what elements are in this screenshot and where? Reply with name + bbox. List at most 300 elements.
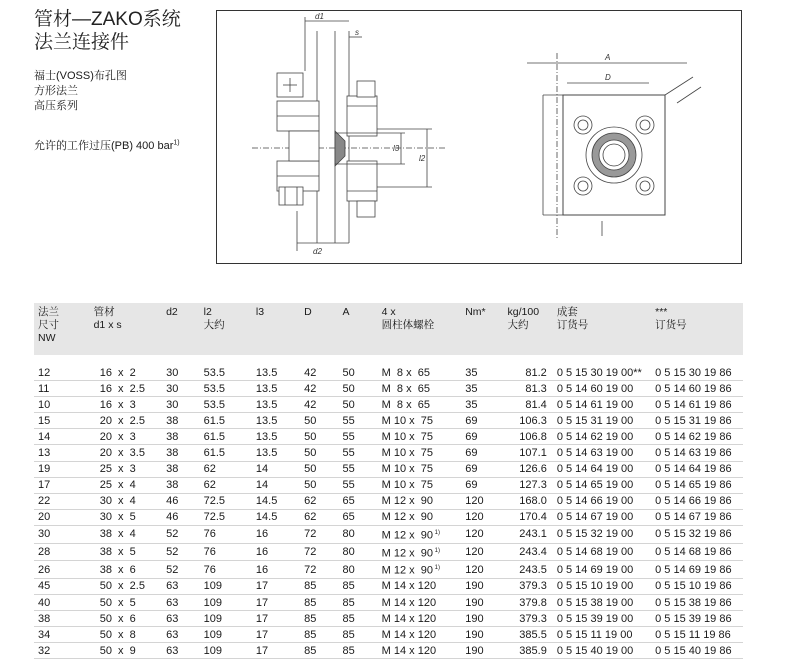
column-header xyxy=(378,303,462,355)
table-cell: 76 xyxy=(200,525,252,543)
table-cell: 69 xyxy=(461,445,503,461)
column-header-line: 成套 xyxy=(556,306,578,318)
column-header-line: NW xyxy=(38,332,56,344)
column-header-line xyxy=(465,332,501,345)
page-title-line1: 管材—ZAKO系统 xyxy=(34,9,181,30)
table-cell: 22 xyxy=(34,493,90,509)
table-cell: 42 xyxy=(300,365,338,381)
table-cell: 46 xyxy=(162,509,200,525)
table-row xyxy=(34,525,743,543)
table-cell: 50 xyxy=(338,397,377,413)
column-header-line xyxy=(465,319,501,332)
table-cell: 243.5 xyxy=(504,561,553,579)
table-cell: 50 xyxy=(300,429,338,445)
column-header-line: 大约 xyxy=(203,319,225,331)
table-cell: 62 xyxy=(300,493,338,509)
table-cell: 0 5 15 32 19 00 xyxy=(553,525,651,543)
table-cell: 76 xyxy=(200,543,252,561)
table-cell: 72 xyxy=(300,561,338,579)
table-cell: 80 xyxy=(338,543,377,561)
table-cell: 38 xyxy=(162,461,200,477)
table-cell: M 10 x 75 xyxy=(378,429,462,445)
table-cell: 20 x 3 xyxy=(90,429,163,445)
table-cell: M 10 x 75 xyxy=(378,461,462,477)
pressure-footnote: 1) xyxy=(173,139,180,147)
table-cell: 35 xyxy=(461,365,503,381)
table-cell: 11 xyxy=(34,381,90,397)
column-header-line: 管材 xyxy=(93,306,115,318)
table-cell: 0 5 15 10 19 86 xyxy=(651,578,743,594)
table-cell: 62 xyxy=(300,509,338,525)
table-cell: 65 xyxy=(338,493,377,509)
table-row xyxy=(34,595,743,611)
column-header-line xyxy=(256,332,298,345)
table-cell: 16 xyxy=(252,543,300,561)
table-cell: 38 x 5 xyxy=(90,543,163,561)
column-header-line: 尺寸 xyxy=(38,319,59,331)
table-cell: 0 5 14 63 19 86 xyxy=(651,445,743,461)
column-header-line: Nm* xyxy=(465,306,486,318)
table-cell: 30 x 5 xyxy=(90,509,163,525)
table-cell: 52 xyxy=(162,561,200,579)
table-cell: 109 xyxy=(200,595,252,611)
table-cell: 0 5 15 30 19 86 xyxy=(651,365,743,381)
gap-cell xyxy=(300,355,338,365)
table-cell: 16 x 3 xyxy=(90,397,163,413)
column-header xyxy=(252,303,300,355)
table-row xyxy=(34,461,743,477)
table-cell: 14.5 xyxy=(252,509,300,525)
table-cell: 10 xyxy=(34,397,90,413)
table-cell: 72 xyxy=(300,543,338,561)
table-cell: 53.5 xyxy=(200,365,252,381)
gap-cell xyxy=(504,355,553,365)
table-cell: 0 5 14 60 19 86 xyxy=(651,381,743,397)
label-s: s xyxy=(355,28,359,37)
table-cell: M 10 x 75 xyxy=(378,477,462,493)
footnote-mark: 1) xyxy=(433,529,441,536)
table-cell: 0 5 14 60 19 00 xyxy=(553,381,651,397)
table-cell: M 14 x 120 xyxy=(378,595,462,611)
column-header xyxy=(90,303,163,355)
table-cell: 0 5 14 68 19 86 xyxy=(651,543,743,561)
footnote-mark: 1) xyxy=(433,565,441,572)
table-cell: 13.5 xyxy=(252,429,300,445)
table-cell: 0 5 14 64 19 86 xyxy=(651,461,743,477)
table-cell: M 14 x 120 xyxy=(378,627,462,643)
table-cell: 190 xyxy=(461,578,503,594)
table-cell: 30 xyxy=(162,397,200,413)
table-cell: 65 xyxy=(338,509,377,525)
column-header-line: 订货号 xyxy=(655,319,687,331)
table-cell: 55 xyxy=(338,477,377,493)
table-cell: 63 xyxy=(162,627,200,643)
table-cell: 53.5 xyxy=(200,397,252,413)
table-cell: 85 xyxy=(300,595,338,611)
table-cell: 168.0 xyxy=(504,493,553,509)
table-row xyxy=(34,365,743,381)
table-cell: 17 xyxy=(34,477,90,493)
column-header xyxy=(300,303,338,355)
table-cell: 38 xyxy=(34,611,90,627)
table-cell: 190 xyxy=(461,627,503,643)
table-cell: 0 5 15 39 19 86 xyxy=(651,611,743,627)
table-cell: 13.5 xyxy=(252,381,300,397)
column-header-line: 订货号 xyxy=(556,319,589,331)
spec-table xyxy=(34,303,743,659)
table-cell: M 14 x 120 xyxy=(378,578,462,594)
table-row xyxy=(34,643,743,659)
column-header-line: d1 x s xyxy=(93,319,122,331)
column-header-line: l3 xyxy=(255,306,265,318)
table-cell: 85 xyxy=(300,578,338,594)
table-cell: 50 xyxy=(300,413,338,429)
column-header xyxy=(338,303,377,355)
column-header-line xyxy=(166,332,198,345)
column-header-line: kg/100 xyxy=(507,306,540,318)
table-cell: 13.5 xyxy=(252,413,300,429)
column-header-line xyxy=(508,332,551,345)
table-cell: 0 5 15 32 19 86 xyxy=(651,525,743,543)
table-cell: 85 xyxy=(338,627,377,643)
table-row xyxy=(34,397,743,413)
table-cell: M 10 x 75 xyxy=(378,445,462,461)
table-cell: 85 xyxy=(338,611,377,627)
table-cell: M 8 x 65 xyxy=(378,381,462,397)
table-cell: 55 xyxy=(338,461,377,477)
table-cell: 0 5 14 61 19 00 xyxy=(553,397,651,413)
table-cell: 0 5 14 62 19 00 xyxy=(553,429,651,445)
table-cell: 50 xyxy=(300,461,338,477)
table-cell: 81.4 xyxy=(504,397,553,413)
gap-cell xyxy=(252,355,300,365)
table-cell: 38 xyxy=(162,413,200,429)
table-cell: 17 xyxy=(252,643,300,659)
column-header-line: 法兰 xyxy=(38,306,59,318)
table-cell: 190 xyxy=(461,611,503,627)
table-cell: 25 x 3 xyxy=(90,461,163,477)
table-cell: 13.5 xyxy=(252,365,300,381)
table-row xyxy=(34,445,743,461)
table-cell: 38 xyxy=(162,429,200,445)
table-cell: 53.5 xyxy=(200,381,252,397)
table-cell: 30 xyxy=(34,525,90,543)
gap-cell xyxy=(200,355,252,365)
column-header-line: 圆柱体螺栓 xyxy=(381,319,435,331)
table-cell: 19 xyxy=(34,461,90,477)
table-cell: 0 5 14 67 19 86 xyxy=(651,509,743,525)
gap-cell xyxy=(553,355,651,365)
table-row xyxy=(34,477,743,493)
table-cell: 243.1 xyxy=(504,525,553,543)
table-cell: 62 xyxy=(200,477,252,493)
subtitle-line1: 福士(VOSS)布孔图 xyxy=(34,70,127,82)
table-cell: 106.8 xyxy=(504,429,553,445)
table-cell: 0 5 15 10 19 00 xyxy=(553,578,651,594)
table-cell: 120 xyxy=(461,543,503,561)
column-header xyxy=(553,303,651,355)
label-d1: d1 xyxy=(315,12,324,21)
table-cell: 80 xyxy=(338,525,377,543)
table-cell: M 8 x 65 xyxy=(378,365,462,381)
table-cell: 0 5 14 66 19 86 xyxy=(651,493,743,509)
table-cell: 109 xyxy=(200,643,252,659)
page-title-line2: 法兰连接件 xyxy=(34,32,130,53)
table-cell: 61.5 xyxy=(200,413,252,429)
table-cell: 12 xyxy=(34,365,90,381)
table-cell: 0 5 15 39 19 00 xyxy=(553,611,651,627)
table-cell: 379.3 xyxy=(504,611,553,627)
table-cell: 76 xyxy=(200,561,252,579)
label-A: A xyxy=(605,53,611,62)
gap-cell xyxy=(90,355,163,365)
gap-cell xyxy=(338,355,377,365)
table-cell: M 14 x 120 xyxy=(378,611,462,627)
table-cell: 85 xyxy=(300,643,338,659)
table-cell: 38 xyxy=(162,445,200,461)
column-header-line xyxy=(304,319,336,332)
table-cell: 28 xyxy=(34,543,90,561)
gap-cell xyxy=(651,355,743,365)
table-cell: 50 x 2.5 xyxy=(90,578,163,594)
table-cell: 81.2 xyxy=(504,365,553,381)
table-cell: 55 xyxy=(338,413,377,429)
table-cell: 107.1 xyxy=(504,445,553,461)
table-cell: 17 xyxy=(252,611,300,627)
table-row xyxy=(34,561,743,579)
table-cell: 120 xyxy=(461,525,503,543)
table-row xyxy=(34,543,743,561)
table-cell: 50 x 8 xyxy=(90,627,163,643)
table-cell: 385.5 xyxy=(504,627,553,643)
table-cell: 16 x 2.5 xyxy=(90,381,163,397)
table-row xyxy=(34,627,743,643)
column-header-line: 大约 xyxy=(507,319,529,331)
label-l3: l3 xyxy=(393,144,400,153)
table-cell: 50 x 9 xyxy=(90,643,163,659)
table-cell: 52 xyxy=(162,543,200,561)
column-header-line xyxy=(342,332,375,345)
label-d2: d2 xyxy=(313,247,322,256)
table-cell: 0 5 15 11 19 86 xyxy=(651,627,743,643)
table-cell: 379.8 xyxy=(504,595,553,611)
table-cell: M 12 x 90 xyxy=(378,493,462,509)
table-cell: 20 x 2.5 xyxy=(90,413,163,429)
table-cell: 0 5 15 30 19 00** xyxy=(553,365,651,381)
table-cell: 20 x 3.5 xyxy=(90,445,163,461)
column-header-line xyxy=(166,319,198,332)
table-cell: 85 xyxy=(300,627,338,643)
table-cell: 85 xyxy=(300,611,338,627)
table-cell: 0 5 14 61 19 86 xyxy=(651,397,743,413)
table-cell: 0 5 15 31 19 00 xyxy=(553,413,651,429)
table-cell: M 10 x 75 xyxy=(378,413,462,429)
table-cell: 109 xyxy=(200,627,252,643)
gap-cell xyxy=(378,355,462,365)
table-cell: 35 xyxy=(461,381,503,397)
table-cell: 72.5 xyxy=(200,493,252,509)
column-header-line: A xyxy=(342,306,350,318)
table-cell: 17 xyxy=(252,595,300,611)
table-cell: 190 xyxy=(461,643,503,659)
table-cell: 69 xyxy=(461,413,503,429)
table-cell: 72 xyxy=(300,525,338,543)
table-cell: 72.5 xyxy=(200,509,252,525)
column-header-line: D xyxy=(304,306,312,318)
table-cell: 35 xyxy=(461,397,503,413)
table-cell: M 12 x 90 $^{1)}$ xyxy=(378,543,462,561)
table-cell: 14 xyxy=(252,461,300,477)
header-gap-row xyxy=(34,355,743,365)
column-header xyxy=(200,303,252,355)
table-cell: 0 5 15 40 19 00 xyxy=(553,643,651,659)
table-cell: 120 xyxy=(461,561,503,579)
table-row xyxy=(34,509,743,525)
table-cell: 126.6 xyxy=(504,461,553,477)
pressure-note xyxy=(34,137,180,153)
column-header-line xyxy=(557,332,649,345)
table-row xyxy=(34,381,743,397)
table-cell: 109 xyxy=(200,578,252,594)
table-cell: 120 xyxy=(461,509,503,525)
column-header-line xyxy=(94,332,161,345)
table-cell: 16 x 2 xyxy=(90,365,163,381)
table-cell: 0 5 14 68 19 00 xyxy=(553,543,651,561)
table-cell: 385.9 xyxy=(504,643,553,659)
table-cell: 69 xyxy=(461,429,503,445)
column-header-line xyxy=(342,319,375,332)
table-cell: 0 5 15 38 19 00 xyxy=(553,595,651,611)
table-cell: 0 5 14 62 19 86 xyxy=(651,429,743,445)
table-cell: M 12 x 90 xyxy=(378,509,462,525)
column-header-line xyxy=(304,332,336,345)
column-header-line xyxy=(256,319,298,332)
technical-drawing xyxy=(216,10,742,264)
table-cell: 46 xyxy=(162,493,200,509)
table-cell: 0 5 14 65 19 86 xyxy=(651,477,743,493)
table-cell: 55 xyxy=(338,445,377,461)
gap-cell xyxy=(461,355,503,365)
gap-cell xyxy=(34,355,90,365)
table-row xyxy=(34,611,743,627)
table-cell: 34 xyxy=(34,627,90,643)
column-header xyxy=(162,303,200,355)
table-row xyxy=(34,413,743,429)
table-cell: 85 xyxy=(338,578,377,594)
table-cell: 63 xyxy=(162,595,200,611)
table-cell: 379.3 xyxy=(504,578,553,594)
table-cell: 40 xyxy=(34,595,90,611)
column-header xyxy=(34,303,90,355)
table-cell: 45 xyxy=(34,578,90,594)
table-cell: 170.4 xyxy=(504,509,553,525)
table-cell: 38 x 6 xyxy=(90,561,163,579)
table-cell: 62 xyxy=(200,461,252,477)
table-cell: 55 xyxy=(338,429,377,445)
table-cell: M 12 x 90 $^{1)}$ xyxy=(378,525,462,543)
table-cell: 14 xyxy=(34,429,90,445)
table-cell: 63 xyxy=(162,578,200,594)
table-cell: 63 xyxy=(162,643,200,659)
table-cell: 69 xyxy=(461,477,503,493)
table-cell: 50 xyxy=(300,477,338,493)
flange-drawing-svg xyxy=(217,11,743,265)
table-cell: 190 xyxy=(461,595,503,611)
table-cell: 243.4 xyxy=(504,543,553,561)
table-cell: 80 xyxy=(338,561,377,579)
table-cell: 0 5 15 40 19 86 xyxy=(651,643,743,659)
subtitle-block xyxy=(34,69,127,114)
table-cell: 13.5 xyxy=(252,397,300,413)
table-cell: 0 5 15 38 19 86 xyxy=(651,595,743,611)
column-header xyxy=(461,303,503,355)
label-D: D xyxy=(605,73,611,82)
column-header xyxy=(504,303,553,355)
table-cell: 85 xyxy=(338,643,377,659)
table-cell: 16 xyxy=(252,525,300,543)
footnote-mark: 1) xyxy=(433,547,441,554)
table-cell: 0 5 14 67 19 00 xyxy=(553,509,651,525)
table-cell: 15 xyxy=(34,413,90,429)
table-cell: 0 5 15 11 19 00 xyxy=(553,627,651,643)
table-cell: 38 x 4 xyxy=(90,525,163,543)
table-cell: 0 5 14 69 19 00 xyxy=(553,561,651,579)
table-cell: M 12 x 90 $^{1)}$ xyxy=(378,561,462,579)
table-row xyxy=(34,493,743,509)
table-cell: 14 xyxy=(252,477,300,493)
column-header-line: l2 xyxy=(203,306,212,318)
column-header-line xyxy=(382,332,460,345)
table-cell: 50 x 5 xyxy=(90,595,163,611)
pressure-note-text: 允许的工作过压(PB) 400 bar xyxy=(34,140,174,152)
table-cell: 0 5 14 64 19 00 xyxy=(553,461,651,477)
table-cell: 17 xyxy=(252,578,300,594)
table-cell: 63 xyxy=(162,611,200,627)
table-row xyxy=(34,578,743,594)
column-header xyxy=(651,303,743,355)
table-cell: 32 xyxy=(34,643,90,659)
table-cell: 30 x 4 xyxy=(90,493,163,509)
table-cell: 85 xyxy=(338,595,377,611)
table-cell: 106.3 xyxy=(504,413,553,429)
table-cell: 50 xyxy=(338,381,377,397)
subtitle-line3: 高压系列 xyxy=(34,100,78,112)
table-cell: 120 xyxy=(461,493,503,509)
table-cell: 14.5 xyxy=(252,493,300,509)
table-row xyxy=(34,429,743,445)
table-cell: 38 xyxy=(162,477,200,493)
table-cell: M 14 x 120 xyxy=(378,643,462,659)
column-header-line: d2 xyxy=(166,306,178,318)
table-cell: 42 xyxy=(300,381,338,397)
table-cell: 81.3 xyxy=(504,381,553,397)
table-cell: 16 xyxy=(252,561,300,579)
column-header-line: *** xyxy=(655,306,668,318)
table-cell: M 8 x 65 xyxy=(378,397,462,413)
column-header-line xyxy=(655,332,741,345)
table-cell: 109 xyxy=(200,611,252,627)
table-cell: 0 5 15 31 19 86 xyxy=(651,413,743,429)
column-header-line: 4 x xyxy=(381,306,396,318)
column-header-line xyxy=(204,332,250,345)
table-cell: 69 xyxy=(461,461,503,477)
table-cell: 127.3 xyxy=(504,477,553,493)
table-cell: 0 5 14 65 19 00 xyxy=(553,477,651,493)
table-cell: 61.5 xyxy=(200,445,252,461)
table-cell: 13 xyxy=(34,445,90,461)
table-cell: 61.5 xyxy=(200,429,252,445)
table-cell: 26 xyxy=(34,561,90,579)
